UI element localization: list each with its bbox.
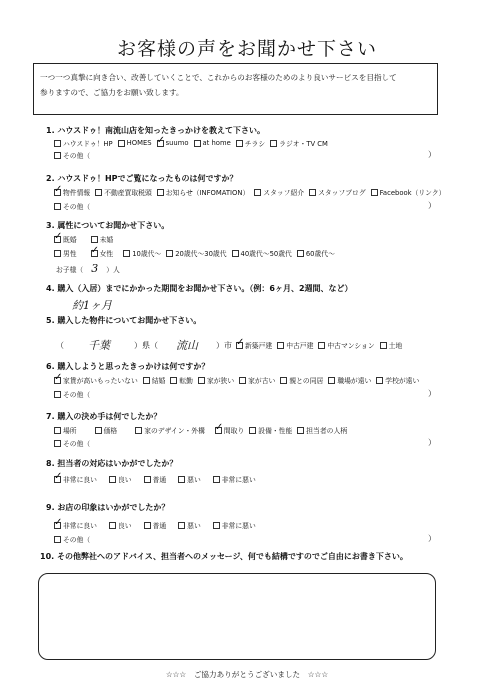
checkbox[interactable]	[297, 427, 304, 434]
checkbox-checked[interactable]	[54, 236, 61, 243]
footer-thanks: ☆☆☆ ご協力ありがとうございました ☆☆☆	[165, 670, 329, 679]
checkbox[interactable]	[54, 152, 61, 159]
checkbox[interactable]	[280, 377, 287, 384]
q5-type[interactable]: 中古マンション	[318, 340, 374, 350]
city-handwritten[interactable]: 流山	[176, 339, 198, 352]
q1-other[interactable]: その他（	[54, 150, 90, 160]
q7-option[interactable]: 担当者の人柄	[297, 425, 347, 435]
q7-option[interactable]: 家のデザイン・外構	[135, 425, 205, 435]
q1-option[interactable]: ✓ suumo	[157, 139, 189, 147]
checkbox[interactable]	[143, 377, 150, 384]
checkbox-checked[interactable]	[236, 342, 243, 349]
q7-options	[54, 425, 352, 435]
checkbox[interactable]	[170, 377, 177, 384]
checkbox-checked[interactable]	[54, 522, 61, 529]
checkbox[interactable]	[54, 536, 61, 543]
checkbox[interactable]	[109, 522, 116, 529]
q6-option[interactable]: 職場が遠い	[328, 375, 371, 385]
checkbox[interactable]	[91, 236, 98, 243]
checkbox[interactable]	[213, 476, 220, 483]
q5-location: （ 千葉 ）県（ 流山 ）市 ✓ 新築戸建 中古戸建 中古マンション 土地	[56, 337, 407, 353]
checkbox[interactable]	[54, 427, 61, 434]
q2-option[interactable]: スタッフブログ	[309, 187, 366, 197]
q9-option[interactable]: 非常に悪い	[213, 520, 256, 530]
checkbox[interactable]	[277, 342, 284, 349]
q3-single[interactable]: 未婚	[91, 234, 114, 244]
checkbox[interactable]	[232, 250, 239, 257]
q9-options	[54, 520, 261, 530]
q7-other[interactable]: その他（	[54, 438, 90, 448]
q8-option[interactable]: 普通	[144, 474, 167, 484]
q8-option[interactable]: 非常に悪い	[213, 474, 256, 484]
checkbox[interactable]	[109, 476, 116, 483]
q9-option[interactable]: ✓ 非常に良い	[54, 520, 97, 530]
checkbox[interactable]	[135, 427, 142, 434]
q1-option[interactable]: チラシ	[236, 138, 265, 148]
checkbox[interactable]	[54, 250, 61, 257]
q6-other[interactable]: その他（	[54, 389, 90, 399]
q4-label: 4. 購入（入居）までにかかった期間をお聞かせ下さい。（例：6ヶ月、2週間、など）	[46, 284, 353, 293]
q7-option[interactable]: 場所	[54, 425, 77, 435]
intro-line-2: 参りますので、ご協力をお願い致します。	[40, 88, 184, 97]
intro-line-1: 一つ一つ真摯に向き合い、改善していくことで、これからのお客様のためのより良いサービスを目指して	[40, 73, 397, 82]
checkbox-checked[interactable]	[157, 140, 164, 147]
page-title: お客様の声をお聞かせ下さい	[116, 38, 377, 60]
checkbox-checked[interactable]	[91, 250, 98, 257]
q2-options	[54, 187, 450, 197]
q6-option[interactable]: 親との同居	[280, 375, 323, 385]
q6-option[interactable]: 家が古い	[239, 375, 275, 385]
q3-age-option[interactable]: 10歳代〜	[123, 248, 161, 258]
q1-options	[54, 138, 333, 148]
q5-type[interactable]: 中古戸建	[277, 340, 313, 350]
q5-type[interactable]: ✓ 新築戸建	[236, 340, 272, 350]
q5-label: 5. 購入した物件についてお聞かせ下さい。	[46, 316, 202, 325]
checkbox[interactable]	[371, 189, 378, 196]
checkbox[interactable]	[118, 140, 125, 147]
q6-options	[54, 375, 424, 385]
q8-label: 8. 担当者の対応はいかがでしたか？	[46, 459, 178, 468]
checkbox[interactable]	[166, 250, 173, 257]
q2-option[interactable]: Facebook（リンク）	[371, 187, 446, 197]
checkbox[interactable]	[380, 342, 387, 349]
q7-option[interactable]: ✓ 間取り	[215, 425, 244, 435]
q6-option[interactable]: ✓ 家賃が高いもったいない	[54, 375, 138, 385]
intro-box	[33, 63, 438, 115]
q6-label: 6. 購入しようと思ったきっかけは何ですか？	[46, 362, 210, 371]
checkbox[interactable]	[236, 140, 243, 147]
checkbox[interactable]	[178, 476, 185, 483]
checkbox[interactable]	[95, 427, 102, 434]
q6-close-paren: ）	[428, 389, 436, 398]
checkbox[interactable]	[54, 440, 61, 447]
checkbox[interactable]	[178, 522, 185, 529]
checkbox[interactable]	[157, 189, 164, 196]
q9-close-paren: ）	[428, 534, 436, 543]
checkbox[interactable]	[144, 476, 151, 483]
q7-label: 7. 購入の決め手は何でしたか？	[46, 412, 162, 421]
q8-options	[54, 474, 261, 484]
checkbox-checked[interactable]	[54, 189, 61, 196]
q5-type[interactable]: 土地	[380, 340, 403, 350]
q3-male[interactable]: 男性	[54, 248, 77, 258]
checkbox[interactable]	[95, 189, 102, 196]
checkbox[interactable]	[249, 427, 256, 434]
q7-option[interactable]: 設備・性能	[249, 425, 292, 435]
q9-option[interactable]: 良い	[109, 520, 132, 530]
q3-female[interactable]: ✓ 女性	[91, 248, 114, 258]
q8-option[interactable]: 悪い	[178, 474, 201, 484]
checkbox[interactable]	[309, 189, 316, 196]
q2-option[interactable]: 不動産買取税頭	[95, 187, 152, 197]
q6-option[interactable]: 転勤	[170, 375, 193, 385]
checkbox[interactable]	[54, 203, 61, 210]
q1-option[interactable]: HOMES	[118, 139, 152, 147]
q2-option[interactable]: お知らせ（INFOMATION）	[157, 187, 250, 197]
q2-close-paren: ）	[428, 201, 436, 210]
q1-close-paren: ）	[428, 150, 436, 159]
free-comment-area[interactable]	[38, 573, 436, 660]
checkbox[interactable]	[318, 342, 325, 349]
q2-other[interactable]: その他（	[54, 201, 90, 211]
checkbox[interactable]	[297, 250, 304, 257]
q3-gender-age	[54, 248, 340, 258]
q1-label: 1. ハウスドゥ！南流山店を知ったきっかけを教えて下さい。	[46, 126, 265, 135]
q2-label: 2. ハウスドゥ！HPでご覧になったものは何ですか？	[46, 174, 238, 183]
checkbox-checked[interactable]	[215, 427, 222, 434]
q7-close-paren: ）	[428, 438, 436, 447]
children-count-handwritten[interactable]: 3	[91, 262, 99, 275]
q4-answer-handwritten[interactable]: 約1ヶ月	[72, 299, 112, 312]
q3-age-option[interactable]: 60歳代〜	[297, 248, 335, 258]
checkbox[interactable]	[239, 377, 246, 384]
q2-option[interactable]: スタッフ紹介	[254, 187, 304, 197]
q3-age-option[interactable]: 40歳代〜50歳代	[232, 248, 292, 258]
q6-option[interactable]: 結婚	[143, 375, 166, 385]
q9-option[interactable]: 悪い	[178, 520, 201, 530]
checkbox-checked[interactable]	[54, 377, 61, 384]
prefecture-handwritten[interactable]: 千葉	[88, 339, 110, 352]
q7-option[interactable]: 価格	[95, 425, 118, 435]
q6-option[interactable]: 学校が遠い	[376, 375, 419, 385]
q3-married[interactable]: ✓ 既婚	[54, 234, 77, 244]
q1-option[interactable]: ハウスドゥ！HP	[54, 138, 113, 148]
checkbox[interactable]	[254, 189, 261, 196]
checkbox[interactable]	[194, 140, 201, 147]
checkbox[interactable]	[328, 377, 335, 384]
q3-age-option[interactable]: 20歳代〜30歳代	[166, 248, 226, 258]
q10-label: 10. その他弊社へのアドバイス、担当者へのメッセージ、何でも結構ですのでご自由にお書き下さい。	[40, 552, 408, 561]
checkbox[interactable]	[123, 250, 130, 257]
q1-option[interactable]: at home	[194, 139, 231, 147]
q9-option[interactable]: 普通	[144, 520, 167, 530]
checkbox[interactable]	[376, 377, 383, 384]
checkbox[interactable]	[270, 140, 277, 147]
q3-label: 3. 属性についてお聞かせ下さい。	[46, 221, 170, 230]
q3-marital	[54, 234, 118, 244]
q3-children: お子様（ 3 ）人	[56, 262, 120, 275]
q9-label: 9. お店の印象はいかがでしたか？	[46, 503, 170, 512]
q9-other[interactable]: その他（	[54, 534, 90, 544]
q6-option[interactable]: 家が狭い	[198, 375, 234, 385]
checkbox[interactable]	[54, 391, 61, 398]
checkbox[interactable]	[213, 522, 220, 529]
q2-option[interactable]: ✓ 物件情報	[54, 187, 90, 197]
q1-option[interactable]: ラジオ・TV CM	[270, 138, 328, 148]
checkbox-checked[interactable]	[54, 476, 61, 483]
q8-option[interactable]: ✓ 非常に良い	[54, 474, 97, 484]
checkbox[interactable]	[198, 377, 205, 384]
checkbox[interactable]	[144, 522, 151, 529]
q8-option[interactable]: 良い	[109, 474, 132, 484]
checkbox[interactable]	[54, 140, 61, 147]
